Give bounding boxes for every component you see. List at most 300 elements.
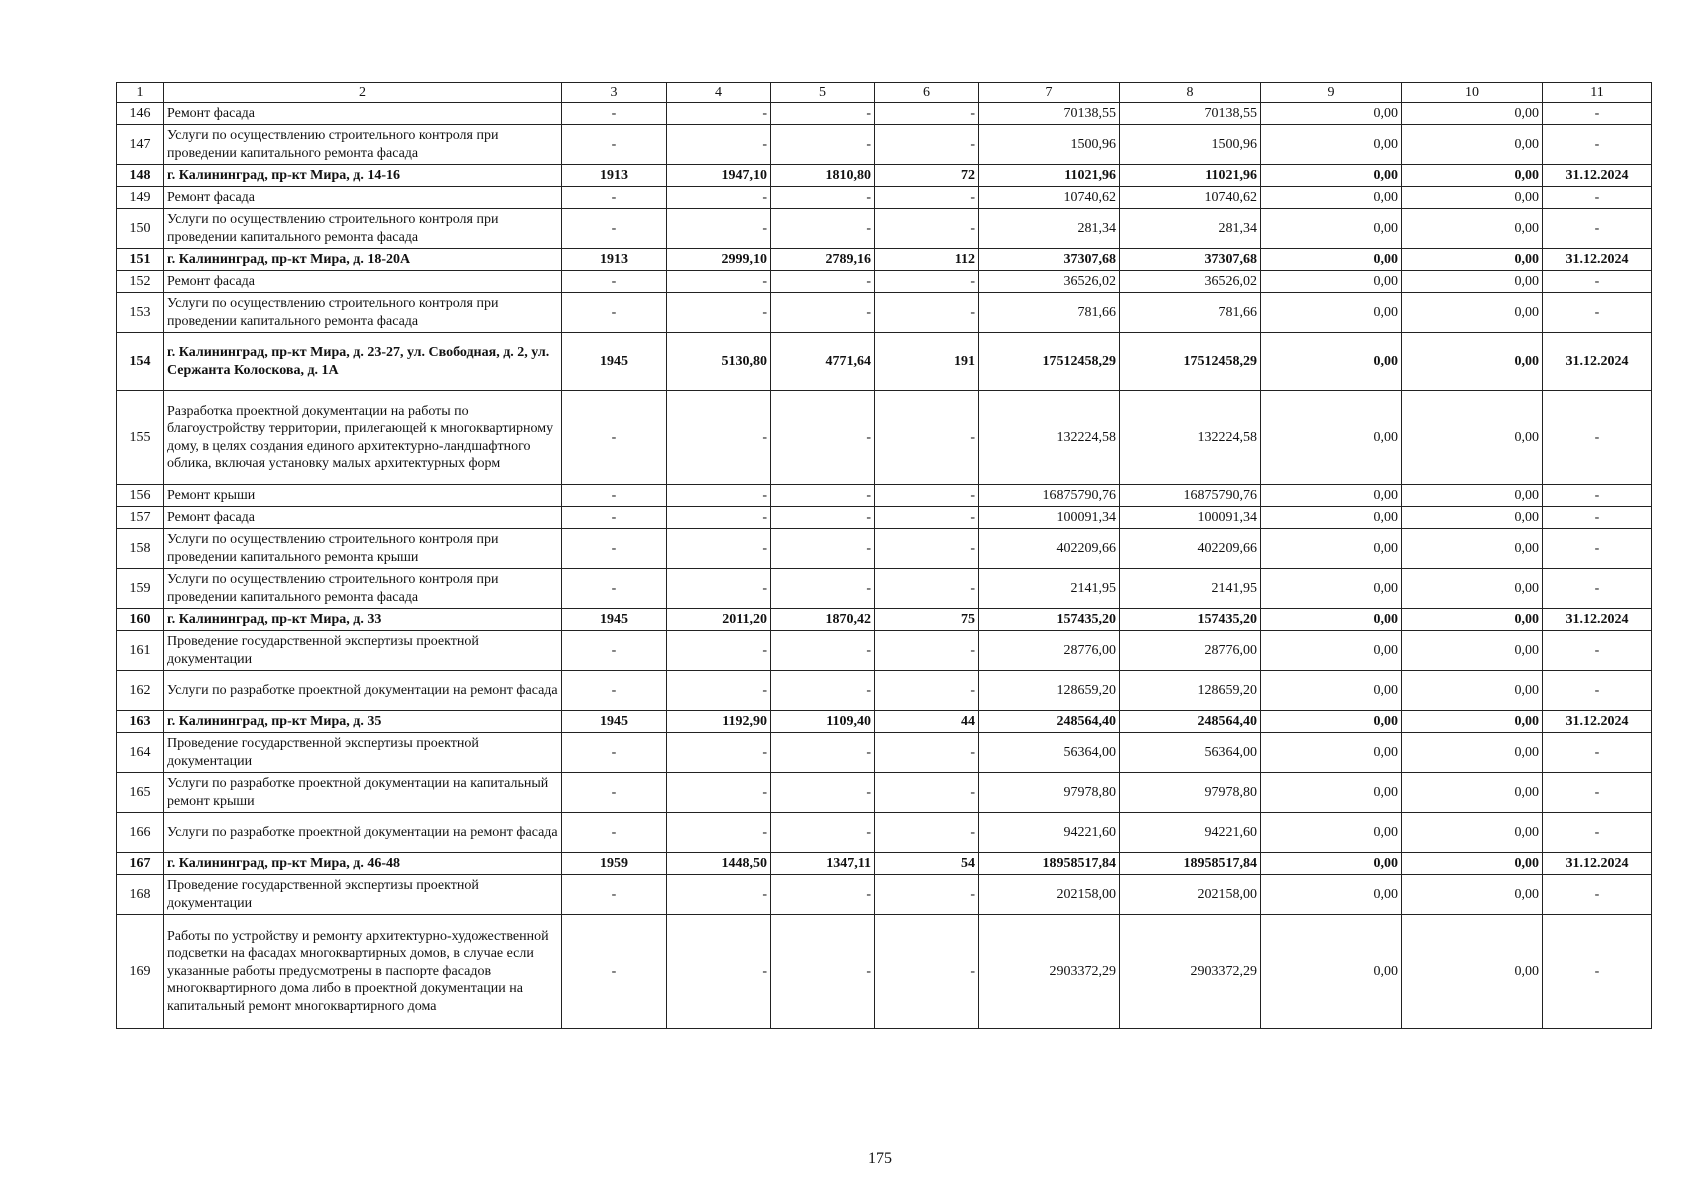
col-5-value: - <box>771 875 875 915</box>
col-7-value: 56364,00 <box>979 733 1120 773</box>
col-9-value: 0,00 <box>1261 507 1402 529</box>
work-name: Услуги по разработке проектной документации на ремонт фасада <box>164 813 562 853</box>
header-col-9: 9 <box>1261 83 1402 103</box>
col-7-value: 70138,55 <box>979 103 1120 125</box>
work-name: Услуги по осуществлению строительного контроля при проведении капитального ремонта фасада <box>164 125 562 165</box>
col-6-value: - <box>875 875 979 915</box>
col-7-value: 100091,34 <box>979 507 1120 529</box>
col-7-value: 157435,20 <box>979 609 1120 631</box>
col-4-value: 2011,20 <box>667 609 771 631</box>
col-3-value: - <box>562 507 667 529</box>
work-name: Работы по устройству и ремонту архитектурно-художественной подсветки на фасадах многоквартирных домов, в случае если указанные работы предусмотрены в паспорте фасадов многоквартирного дома либо в проектной документации на капитальный ремонт многоквартирного дома <box>164 915 562 1029</box>
col-4-value: - <box>667 485 771 507</box>
row-number: 158 <box>117 529 164 569</box>
col-7-value: 11021,96 <box>979 165 1120 187</box>
col-5-value: 1810,80 <box>771 165 875 187</box>
col-9-value: 0,00 <box>1261 249 1402 271</box>
col-10-value: 0,00 <box>1402 671 1543 711</box>
col-5-value: - <box>771 125 875 165</box>
col-11-value: - <box>1543 733 1652 773</box>
col-7-value: 97978,80 <box>979 773 1120 813</box>
col-3-value: - <box>562 485 667 507</box>
col-10-value: 0,00 <box>1402 813 1543 853</box>
table-row <box>117 671 1652 711</box>
col-11-value: - <box>1543 631 1652 671</box>
col-6-value: - <box>875 569 979 609</box>
col-10-value: 0,00 <box>1402 333 1543 391</box>
table-row <box>117 529 1652 569</box>
col-8-value: 37307,68 <box>1120 249 1261 271</box>
col-10-value: 0,00 <box>1402 711 1543 733</box>
col-5-value: - <box>771 103 875 125</box>
row-number: 161 <box>117 631 164 671</box>
col-9-value: 0,00 <box>1261 733 1402 773</box>
col-4-value: 5130,80 <box>667 333 771 391</box>
header-col-10: 10 <box>1402 83 1543 103</box>
col-7-value: 248564,40 <box>979 711 1120 733</box>
row-number: 156 <box>117 485 164 507</box>
row-number: 165 <box>117 773 164 813</box>
table-row <box>117 875 1652 915</box>
col-6-value: - <box>875 507 979 529</box>
work-name: Услуги по осуществлению строительного контроля при проведении капитального ремонта фасада <box>164 293 562 333</box>
col-8-value: 157435,20 <box>1120 609 1261 631</box>
col-4-value: 1192,90 <box>667 711 771 733</box>
col-6-value: 75 <box>875 609 979 631</box>
col-5-value: - <box>771 391 875 485</box>
table-row <box>117 333 1652 391</box>
col-10-value: 0,00 <box>1402 125 1543 165</box>
col-8-value: 94221,60 <box>1120 813 1261 853</box>
col-6-value: - <box>875 733 979 773</box>
col-5-value: - <box>771 733 875 773</box>
col-3-value: - <box>562 271 667 293</box>
col-4-value: - <box>667 569 771 609</box>
col-3-value: 1945 <box>562 333 667 391</box>
col-8-value: 10740,62 <box>1120 187 1261 209</box>
col-3-value: - <box>562 209 667 249</box>
col-3-value: 1959 <box>562 853 667 875</box>
col-8-value: 281,34 <box>1120 209 1261 249</box>
table-row <box>117 165 1652 187</box>
col-11-value: 31.12.2024 <box>1543 711 1652 733</box>
col-4-value: - <box>667 733 771 773</box>
col-8-value: 16875790,76 <box>1120 485 1261 507</box>
col-6-value: - <box>875 671 979 711</box>
col-5-value: - <box>771 671 875 711</box>
work-name: Услуги по разработке проектной документации на капитальный ремонт крыши <box>164 773 562 813</box>
col-8-value: 132224,58 <box>1120 391 1261 485</box>
col-7-value: 2141,95 <box>979 569 1120 609</box>
col-8-value: 781,66 <box>1120 293 1261 333</box>
row-number: 152 <box>117 271 164 293</box>
col-9-value: 0,00 <box>1261 209 1402 249</box>
work-name: г. Калининград, пр-кт Мира, д. 46-48 <box>164 853 562 875</box>
table-row <box>117 391 1652 485</box>
col-11-value: - <box>1543 209 1652 249</box>
row-number: 162 <box>117 671 164 711</box>
header-col-5: 5 <box>771 83 875 103</box>
col-8-value: 248564,40 <box>1120 711 1261 733</box>
col-8-value: 2903372,29 <box>1120 915 1261 1029</box>
col-6-value: - <box>875 773 979 813</box>
capital-repair-table <box>116 82 1652 1029</box>
col-4-value: - <box>667 209 771 249</box>
col-8-value: 70138,55 <box>1120 103 1261 125</box>
col-9-value: 0,00 <box>1261 333 1402 391</box>
col-6-value: - <box>875 391 979 485</box>
col-10-value: 0,00 <box>1402 209 1543 249</box>
work-name: Услуги по осуществлению строительного контроля при проведении капитального ремонта фасада <box>164 209 562 249</box>
col-5-value: 4771,64 <box>771 333 875 391</box>
row-number: 163 <box>117 711 164 733</box>
header-col-1: 1 <box>117 83 164 103</box>
col-3-value: - <box>562 103 667 125</box>
col-6-value: 112 <box>875 249 979 271</box>
col-8-value: 402209,66 <box>1120 529 1261 569</box>
work-name: Услуги по осуществлению строительного контроля при проведении капитального ремонта крыши <box>164 529 562 569</box>
col-6-value: - <box>875 125 979 165</box>
col-6-value: - <box>875 813 979 853</box>
col-11-value: - <box>1543 293 1652 333</box>
col-11-value: - <box>1543 773 1652 813</box>
col-9-value: 0,00 <box>1261 125 1402 165</box>
row-number: 166 <box>117 813 164 853</box>
work-name: г. Калининград, пр-кт Мира, д. 14-16 <box>164 165 562 187</box>
col-10-value: 0,00 <box>1402 609 1543 631</box>
col-4-value: - <box>667 125 771 165</box>
col-4-value: - <box>667 391 771 485</box>
col-6-value: - <box>875 485 979 507</box>
col-11-value: - <box>1543 671 1652 711</box>
table-row <box>117 293 1652 333</box>
col-4-value: 1448,50 <box>667 853 771 875</box>
col-8-value: 128659,20 <box>1120 671 1261 711</box>
col-10-value: 0,00 <box>1402 507 1543 529</box>
col-11-value: - <box>1543 103 1652 125</box>
col-6-value: - <box>875 187 979 209</box>
col-7-value: 28776,00 <box>979 631 1120 671</box>
col-7-value: 16875790,76 <box>979 485 1120 507</box>
col-5-value: - <box>771 293 875 333</box>
col-8-value: 2141,95 <box>1120 569 1261 609</box>
header-col-11: 11 <box>1543 83 1652 103</box>
row-number: 169 <box>117 915 164 1029</box>
col-10-value: 0,00 <box>1402 165 1543 187</box>
col-8-value: 17512458,29 <box>1120 333 1261 391</box>
col-6-value: - <box>875 529 979 569</box>
table-row <box>117 631 1652 671</box>
table-row <box>117 711 1652 733</box>
col-9-value: 0,00 <box>1261 165 1402 187</box>
col-4-value: - <box>667 293 771 333</box>
row-number: 157 <box>117 507 164 529</box>
table-row <box>117 249 1652 271</box>
col-5-value: - <box>771 813 875 853</box>
col-7-value: 1500,96 <box>979 125 1120 165</box>
col-7-value: 132224,58 <box>979 391 1120 485</box>
col-3-value: - <box>562 671 667 711</box>
work-name: г. Калининград, пр-кт Мира, д. 35 <box>164 711 562 733</box>
col-9-value: 0,00 <box>1261 631 1402 671</box>
col-9-value: 0,00 <box>1261 187 1402 209</box>
col-11-value: - <box>1543 271 1652 293</box>
table-row <box>117 507 1652 529</box>
col-5-value: - <box>771 507 875 529</box>
row-number: 164 <box>117 733 164 773</box>
col-9-value: 0,00 <box>1261 853 1402 875</box>
col-6-value: - <box>875 209 979 249</box>
col-9-value: 0,00 <box>1261 391 1402 485</box>
col-10-value: 0,00 <box>1402 569 1543 609</box>
col-11-value: 31.12.2024 <box>1543 609 1652 631</box>
col-7-value: 402209,66 <box>979 529 1120 569</box>
col-10-value: 0,00 <box>1402 391 1543 485</box>
work-name: г. Калининград, пр-кт Мира, д. 18-20А <box>164 249 562 271</box>
table-row <box>117 813 1652 853</box>
col-3-value: - <box>562 631 667 671</box>
col-4-value: - <box>667 103 771 125</box>
col-10-value: 0,00 <box>1402 271 1543 293</box>
col-6-value: - <box>875 915 979 1029</box>
work-name: Услуги по разработке проектной документации на ремонт фасада <box>164 671 562 711</box>
col-11-value: - <box>1543 529 1652 569</box>
col-4-value: - <box>667 875 771 915</box>
col-6-value: - <box>875 103 979 125</box>
work-name: Ремонт фасада <box>164 103 562 125</box>
col-9-value: 0,00 <box>1261 529 1402 569</box>
col-8-value: 56364,00 <box>1120 733 1261 773</box>
col-11-value: 31.12.2024 <box>1543 165 1652 187</box>
col-3-value: - <box>562 875 667 915</box>
table-row <box>117 103 1652 125</box>
row-number: 153 <box>117 293 164 333</box>
col-7-value: 94221,60 <box>979 813 1120 853</box>
col-11-value: - <box>1543 813 1652 853</box>
col-9-value: 0,00 <box>1261 915 1402 1029</box>
col-5-value: 1870,42 <box>771 609 875 631</box>
col-11-value: - <box>1543 125 1652 165</box>
table-row <box>117 915 1652 1029</box>
row-number: 150 <box>117 209 164 249</box>
row-number: 159 <box>117 569 164 609</box>
col-7-value: 281,34 <box>979 209 1120 249</box>
col-9-value: 0,00 <box>1261 271 1402 293</box>
col-4-value: - <box>667 507 771 529</box>
col-4-value: 2999,10 <box>667 249 771 271</box>
row-number: 148 <box>117 165 164 187</box>
col-11-value: - <box>1543 875 1652 915</box>
row-number: 155 <box>117 391 164 485</box>
table-row <box>117 733 1652 773</box>
table-row <box>117 853 1652 875</box>
col-8-value: 1500,96 <box>1120 125 1261 165</box>
table-row <box>117 609 1652 631</box>
col-9-value: 0,00 <box>1261 569 1402 609</box>
col-3-value: 1913 <box>562 249 667 271</box>
col-7-value: 781,66 <box>979 293 1120 333</box>
table-row <box>117 209 1652 249</box>
col-4-value: - <box>667 631 771 671</box>
col-10-value: 0,00 <box>1402 187 1543 209</box>
col-4-value: - <box>667 671 771 711</box>
col-11-value: - <box>1543 915 1652 1029</box>
col-5-value: - <box>771 529 875 569</box>
col-9-value: 0,00 <box>1261 773 1402 813</box>
col-11-value: - <box>1543 187 1652 209</box>
row-number: 151 <box>117 249 164 271</box>
col-9-value: 0,00 <box>1261 103 1402 125</box>
table-row <box>117 773 1652 813</box>
col-9-value: 0,00 <box>1261 671 1402 711</box>
col-3-value: - <box>562 391 667 485</box>
col-11-value: 31.12.2024 <box>1543 249 1652 271</box>
col-10-value: 0,00 <box>1402 915 1543 1029</box>
col-5-value: - <box>771 631 875 671</box>
col-11-value: 31.12.2024 <box>1543 853 1652 875</box>
col-8-value: 97978,80 <box>1120 773 1261 813</box>
work-name: г. Калининград, пр-кт Мира, д. 23-27, ул. Свободная, д. 2, ул. Сержанта Колоскова, д. 1А <box>164 333 562 391</box>
column-number-header-row <box>117 83 1652 103</box>
col-3-value: - <box>562 569 667 609</box>
col-5-value: 2789,16 <box>771 249 875 271</box>
table-body <box>117 83 1652 1029</box>
col-9-value: 0,00 <box>1261 485 1402 507</box>
col-4-value: - <box>667 813 771 853</box>
work-name: Проведение государственной экспертизы проектной документации <box>164 875 562 915</box>
col-7-value: 128659,20 <box>979 671 1120 711</box>
col-7-value: 37307,68 <box>979 249 1120 271</box>
col-11-value: - <box>1543 507 1652 529</box>
col-3-value: - <box>562 293 667 333</box>
header-col-2: 2 <box>164 83 562 103</box>
col-10-value: 0,00 <box>1402 249 1543 271</box>
work-name: Услуги по осуществлению строительного контроля при проведении капитального ремонта фасада <box>164 569 562 609</box>
col-7-value: 2903372,29 <box>979 915 1120 1029</box>
table-row <box>117 569 1652 609</box>
work-name: Ремонт фасада <box>164 271 562 293</box>
col-5-value: - <box>771 209 875 249</box>
table-row <box>117 271 1652 293</box>
col-8-value: 18958517,84 <box>1120 853 1261 875</box>
col-6-value: - <box>875 631 979 671</box>
row-number: 149 <box>117 187 164 209</box>
col-9-value: 0,00 <box>1261 875 1402 915</box>
col-4-value: - <box>667 773 771 813</box>
col-3-value: 1945 <box>562 711 667 733</box>
header-col-7: 7 <box>979 83 1120 103</box>
header-col-6: 6 <box>875 83 979 103</box>
col-3-value: 1945 <box>562 609 667 631</box>
col-3-value: - <box>562 813 667 853</box>
col-3-value: - <box>562 125 667 165</box>
row-number: 167 <box>117 853 164 875</box>
col-7-value: 10740,62 <box>979 187 1120 209</box>
col-4-value: - <box>667 529 771 569</box>
row-number: 160 <box>117 609 164 631</box>
col-10-value: 0,00 <box>1402 733 1543 773</box>
col-7-value: 202158,00 <box>979 875 1120 915</box>
col-5-value: 1347,11 <box>771 853 875 875</box>
col-8-value: 202158,00 <box>1120 875 1261 915</box>
col-8-value: 28776,00 <box>1120 631 1261 671</box>
col-3-value: - <box>562 529 667 569</box>
col-3-value: - <box>562 773 667 813</box>
table-row <box>117 125 1652 165</box>
col-6-value: 44 <box>875 711 979 733</box>
col-10-value: 0,00 <box>1402 529 1543 569</box>
col-10-value: 0,00 <box>1402 853 1543 875</box>
table-row <box>117 485 1652 507</box>
work-name: Ремонт фасада <box>164 507 562 529</box>
col-5-value: - <box>771 773 875 813</box>
col-11-value: - <box>1543 569 1652 609</box>
work-name: Ремонт фасада <box>164 187 562 209</box>
col-5-value: 1109,40 <box>771 711 875 733</box>
col-6-value: 54 <box>875 853 979 875</box>
col-7-value: 18958517,84 <box>979 853 1120 875</box>
col-8-value: 100091,34 <box>1120 507 1261 529</box>
col-5-value: - <box>771 187 875 209</box>
col-6-value: 72 <box>875 165 979 187</box>
table-row <box>117 187 1652 209</box>
col-5-value: - <box>771 271 875 293</box>
col-6-value: - <box>875 293 979 333</box>
col-3-value: 1913 <box>562 165 667 187</box>
header-col-8: 8 <box>1120 83 1261 103</box>
col-8-value: 11021,96 <box>1120 165 1261 187</box>
work-name: Разработка проектной документации на работы по благоустройству территории, прилегающей к многоквартирному дому, в целях создания единого архитектурно-ландшафтного облика, включая установку малых архитектурных форм <box>164 391 562 485</box>
work-name: Ремонт крыши <box>164 485 562 507</box>
col-5-value: - <box>771 485 875 507</box>
col-7-value: 17512458,29 <box>979 333 1120 391</box>
col-5-value: - <box>771 915 875 1029</box>
col-9-value: 0,00 <box>1261 609 1402 631</box>
row-number: 147 <box>117 125 164 165</box>
work-name: Проведение государственной экспертизы проектной документации <box>164 631 562 671</box>
col-11-value: - <box>1543 391 1652 485</box>
col-3-value: - <box>562 187 667 209</box>
col-10-value: 0,00 <box>1402 631 1543 671</box>
header-col-3: 3 <box>562 83 667 103</box>
col-11-value: 31.12.2024 <box>1543 333 1652 391</box>
row-number: 154 <box>117 333 164 391</box>
col-4-value: - <box>667 187 771 209</box>
row-number: 146 <box>117 103 164 125</box>
col-8-value: 36526,02 <box>1120 271 1261 293</box>
work-name: Проведение государственной экспертизы проектной документации <box>164 733 562 773</box>
col-10-value: 0,00 <box>1402 293 1543 333</box>
work-name: г. Калининград, пр-кт Мира, д. 33 <box>164 609 562 631</box>
col-3-value: - <box>562 915 667 1029</box>
col-9-value: 0,00 <box>1261 293 1402 333</box>
col-10-value: 0,00 <box>1402 773 1543 813</box>
col-7-value: 36526,02 <box>979 271 1120 293</box>
col-9-value: 0,00 <box>1261 813 1402 853</box>
col-6-value: - <box>875 271 979 293</box>
col-10-value: 0,00 <box>1402 103 1543 125</box>
col-9-value: 0,00 <box>1261 711 1402 733</box>
col-11-value: - <box>1543 485 1652 507</box>
col-4-value: - <box>667 271 771 293</box>
col-6-value: 191 <box>875 333 979 391</box>
col-3-value: - <box>562 733 667 773</box>
page-number: 175 <box>868 1150 892 1167</box>
col-10-value: 0,00 <box>1402 485 1543 507</box>
header-col-4: 4 <box>667 83 771 103</box>
col-4-value: - <box>667 915 771 1029</box>
col-5-value: - <box>771 569 875 609</box>
